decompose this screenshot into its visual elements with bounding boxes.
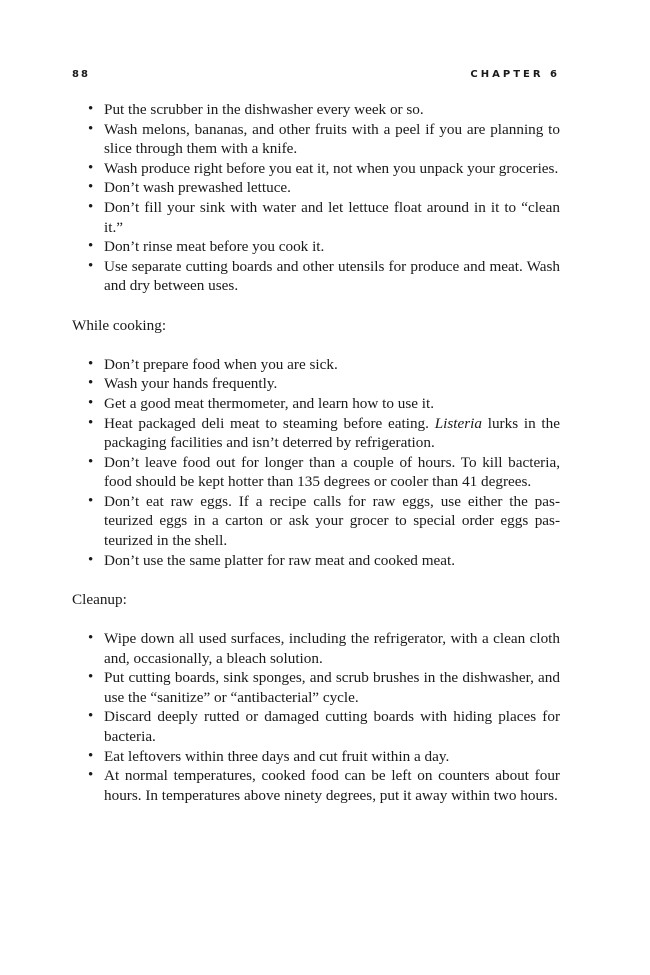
chapter-title: CHAPTER 6 — [470, 69, 560, 80]
list-item: • Put cutting boards, sink sponges, and scrub brushes in the dishwasher, and use the “sanitize” or “antibacterial” cycle. — [104, 668, 560, 707]
listeria-term: Listeria — [434, 414, 482, 432]
body-text — [72, 100, 560, 805]
list-item: • Use separate cutting boards and other utensils for produce and meat. Wash and dry between uses. — [104, 257, 560, 296]
list-item-text: lurks in the packaging facilities and isn’t deterred by refrigeration. — [104, 414, 560, 452]
cooking-tips-list — [72, 355, 560, 571]
storage-tips-list — [72, 100, 560, 296]
list-item: • Don’t prepare food when you are sick. — [104, 355, 560, 375]
list-item: • Don’t leave food out for longer than a couple of hours. To kill bacteria, food should be kept hotter than 135 degrees or cooler than 41 degrees. — [104, 453, 560, 492]
list-item: • Wash your hands frequently. — [104, 374, 560, 394]
list-item: • Wipe down all used surfaces, including the refrigerator, with a clean cloth and, occasionally, a bleach solution. — [104, 629, 560, 668]
list-item: • Don’t rinse meat before you cook it. — [104, 237, 560, 257]
running-head — [72, 66, 560, 84]
list-item: • Discard deeply rutted or damaged cutting boards with hiding places for bacteria. — [104, 707, 560, 746]
list-item: • Don’t fill your sink with water and let lettuce float around in it to “clean it.” — [104, 198, 560, 237]
list-item: • Don’t wash prewashed lettuce. — [104, 178, 560, 198]
list-item: • Don’t eat raw eggs. If a recipe calls for raw eggs, use either the pasteurized eggs in a carton or ask your grocer to special order eggs pasteurized in the shell. — [104, 492, 560, 551]
list-item: • At normal temperatures, cooked food can be left on counters about four hours. In temperatures above ninety degrees, put it away within two hours. — [104, 766, 560, 805]
list-item: • Wash melons, bananas, and other fruits with a peel if you are planning to slice through them with a knife. — [104, 120, 560, 159]
list-item: • Eat leftovers within three days and cut fruit within a day. — [104, 747, 560, 767]
book-page — [72, 66, 560, 805]
list-item: • Put the scrubber in the dishwasher every week or so. — [104, 100, 560, 120]
list-item-text: Heat packaged deli meat to steaming before eating. — [104, 414, 435, 432]
section-label-cleanup: Cleanup: — [72, 590, 127, 608]
page-number: 88 — [72, 69, 90, 80]
list-item: • Don’t use the same platter for raw meat and cooked meat. — [104, 551, 560, 571]
section-label-while-cooking: While cooking: — [72, 316, 167, 334]
list-item: • Wash produce right before you eat it, not when you unpack your groceries. — [104, 159, 560, 179]
cleanup-tips-list — [72, 629, 560, 805]
list-item: • Get a good meat thermometer, and learn how to use it. — [104, 394, 560, 414]
list-item — [104, 414, 560, 453]
